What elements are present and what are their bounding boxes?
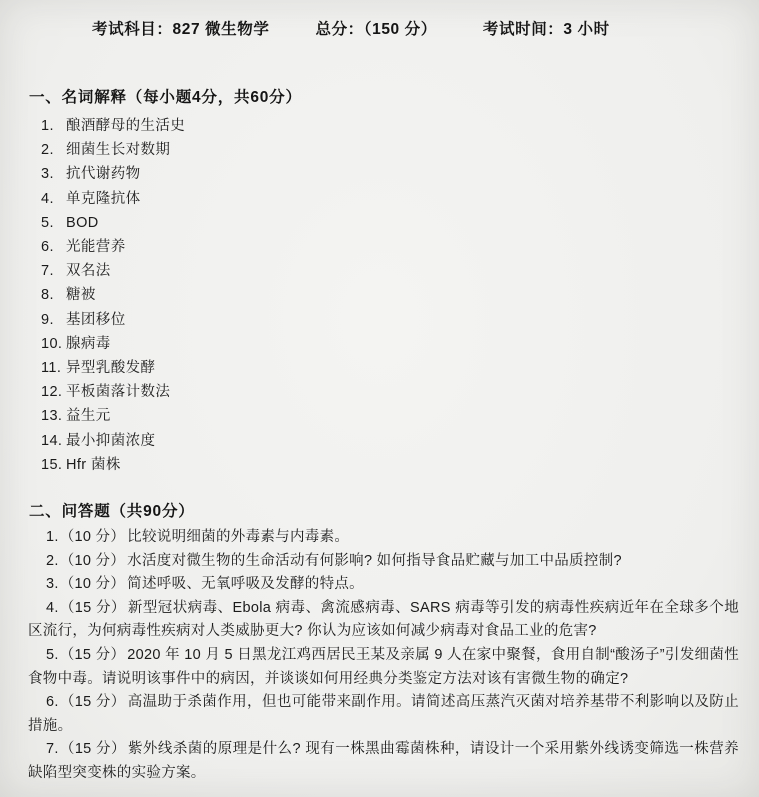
section-terms-heading: 一、名词解释（每小题4分，共60分） [29, 89, 302, 106]
term-item [0, 211, 759, 235]
question-text: 2020 年 10 月 5 日黑龙江鸡西居民王某及亲属 9 人在家中聚餐，食用自制“酸汤子”引发细菌性食物中毒。请说明该事件中的病因，并谈谈如何用经典分类鉴定方法对该有害微生物的确定? [28, 647, 739, 687]
question-score: （15 分） [59, 599, 126, 616]
question-number: 7. [46, 741, 59, 758]
question-score: （10 分） [59, 576, 126, 593]
term-text: 基团移位 [66, 311, 126, 328]
term-item [0, 235, 759, 259]
question-score: （10 分） [59, 529, 126, 546]
term-item [0, 453, 759, 477]
term-item [0, 429, 759, 453]
term-text: 光能营养 [66, 239, 126, 256]
question-score: （15 分） [59, 741, 126, 758]
term-number: 10. [41, 335, 63, 352]
term-number: 11. [41, 360, 62, 377]
question-number: 4. [46, 599, 59, 616]
question-item [0, 526, 759, 550]
question-score: （10 分） [59, 552, 126, 569]
term-number: 12. [41, 384, 63, 401]
question-text: 比较说明细菌的外毒素与内毒素。 [127, 529, 350, 546]
term-number: 8. [41, 287, 54, 304]
term-text: Hfr 菌株 [66, 456, 121, 473]
question-text: 高温助于杀菌作用，但也可能带来副作用。请简述高压蒸汽灭菌对培养基带不利影响以及防止措施。 [28, 694, 740, 734]
term-text: BOD [66, 214, 99, 231]
term-number: 13. [41, 408, 63, 425]
term-item [0, 332, 759, 356]
term-number: 1. [41, 118, 54, 134]
question-item [0, 597, 759, 644]
question-text: 水活度对微生物的生命活动有何影响? 如何指导食品贮藏与加工中品质控制? [127, 552, 622, 569]
term-number: 7. [41, 263, 54, 280]
term-item [0, 356, 759, 380]
section-essay [0, 501, 759, 786]
term-item [0, 283, 759, 307]
question-item [0, 738, 759, 785]
question-score: （15 分） [59, 647, 126, 664]
term-text: 细菌生长对数期 [66, 142, 171, 159]
term-number: 14. [41, 432, 63, 449]
term-text: 糖被 [66, 287, 96, 304]
question-item [0, 691, 759, 738]
section-terms [0, 87, 759, 477]
term-number: 2. [41, 142, 54, 159]
term-text: 益生元 [66, 408, 111, 425]
term-item [0, 114, 759, 138]
term-text: 抗代谢药物 [66, 166, 141, 183]
question-text: 紫外线杀菌的原理是什么? 现有一株黑曲霉菌株种，请设计一个采用紫外线诱变筛选一株营养缺陷型突变株的实验方案。 [28, 741, 739, 781]
question-item [0, 573, 759, 597]
question-score: （15 分） [59, 694, 126, 711]
exam-header [0, 0, 759, 39]
term-item [0, 187, 759, 211]
exam-subject-label: 考试科目：827 微生物学 [92, 21, 270, 38]
term-text: 单克隆抗体 [66, 190, 141, 207]
term-item [0, 259, 759, 283]
exam-total-score-label: 总分：（150 分） [315, 21, 437, 38]
term-number: 3. [41, 166, 54, 183]
term-text: 最小抑菌浓度 [66, 432, 156, 449]
term-text: 异型乳酸发酵 [66, 360, 156, 377]
term-item [0, 380, 759, 404]
question-number: 5. [46, 647, 59, 664]
question-item [0, 644, 759, 691]
term-text: 酿酒酵母的生活史 [66, 118, 186, 134]
term-number: 4. [41, 190, 54, 207]
term-item [0, 162, 759, 186]
question-text: 简述呼吸、无氧呼吸及发酵的特点。 [127, 576, 364, 593]
term-number: 6. [41, 239, 54, 256]
question-text: 新型冠状病毒、Ebola 病毒、禽流感病毒、SARS 病毒等引发的病毒性疾病近年在全球多个地区流行，为何病毒性疾病对人类威胁更大? 你认为应该如何减少病毒对食品工业的危害? [28, 599, 739, 640]
term-number: 15. [41, 456, 63, 473]
question-item [0, 550, 759, 574]
term-text: 平板菌落计数法 [66, 384, 171, 401]
exam-time-label: 考试时间：3 小时 [482, 21, 610, 38]
term-item [0, 404, 759, 428]
question-number: 1. [46, 529, 59, 546]
term-item [0, 308, 759, 332]
term-item [0, 138, 759, 162]
question-number: 3. [46, 576, 59, 593]
question-number: 6. [46, 694, 59, 711]
question-list [0, 526, 759, 786]
section-essay-heading: 二、问答题（共90分） [29, 503, 195, 521]
question-number: 2. [46, 552, 59, 569]
term-text: 腺病毒 [66, 335, 111, 352]
term-number: 5. [41, 214, 54, 231]
term-list [0, 114, 759, 477]
term-text: 双名法 [66, 263, 111, 280]
term-number: 9. [41, 311, 54, 328]
